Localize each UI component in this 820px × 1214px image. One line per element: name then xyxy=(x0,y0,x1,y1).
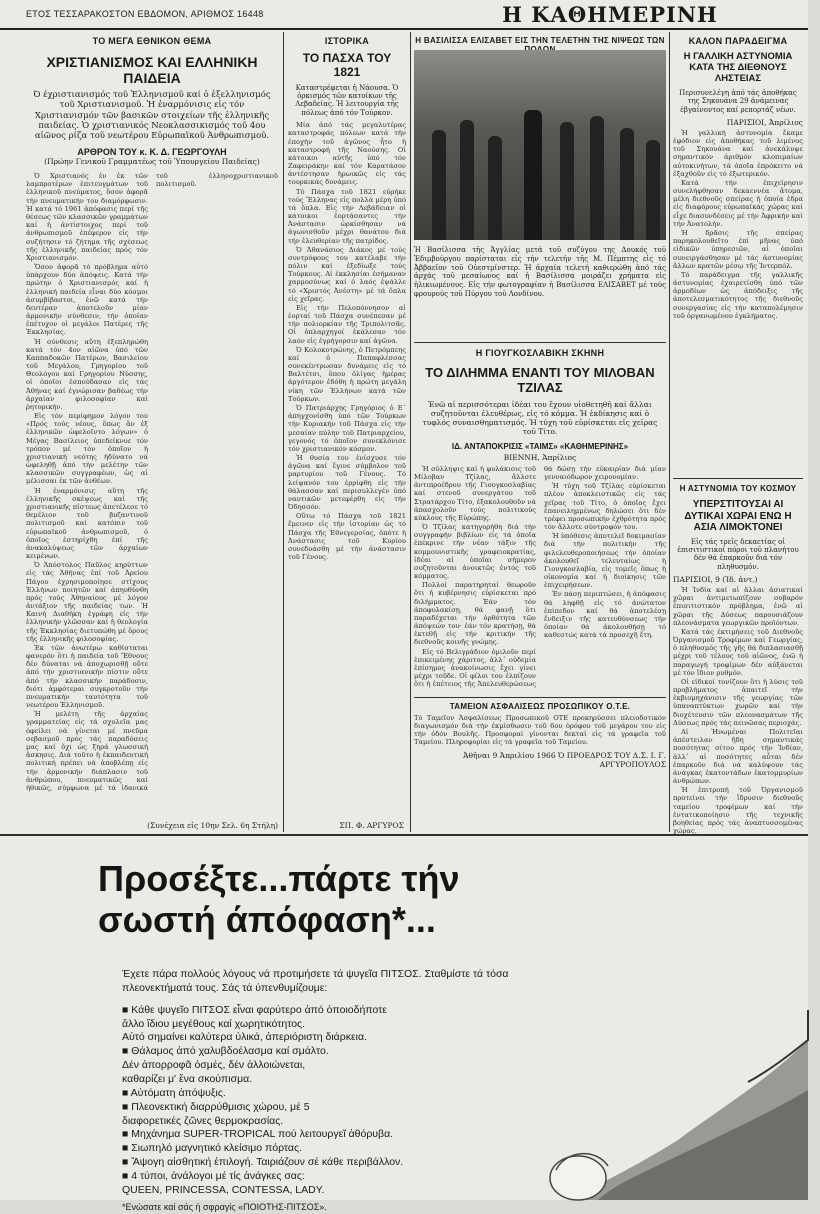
article-dateline: ΒΙΕΝΝΗ, Ἀπρίλιος xyxy=(503,452,577,462)
paragraph: Ἡ γαλλική ἀστυνομία ἔκαμε ἐφόδιον εἰς ἀποθήκας τοῦ λιμένος τοῦ Σηκουάνα καί ἀνεκάλυψε σημαντικόν ἀριθμόν κλοπιμαίων αὐτοκινήτων, τά ὁποῖα ἐπρόκειτο νά ἐξαχθοῦν εἰς τό ἐξωτερικόν. xyxy=(673,128,803,178)
paragraph: Τό Πάσχα τοῦ 1821 εὑρήκε τούς Ἕλληνας εἰς πολλά μέρη ὑπό τά ὅπλα. Εἰς τήν Λεβάδειαν οἱ κάτοικοι ἐορτάσαντες τήν Ἀνάστασιν ὡρκίσθησαν νά ἀγωνισθοῦν μέχρι θανάτου διά τήν ἐλευθερίαν τῆς πατρίδος. xyxy=(288,187,406,245)
article-byline: ΙΔ. ΑΝΤΑΠΟΚΡΙΣΙΣ «ΤΑΙΜΣ» «ΚΑΘΗΜΕΡΙΝΗΣ» xyxy=(451,441,629,451)
paragraph: Ὁ Ἀθανάσιος Διάκος μέ τούς συντρόφους του κατέλαβε τήν πόλιν καί ἐξεδίωξε τούς Τούρκους. Αἱ ἐκκλησίαι ἐσήμαναν χαρμοσύνως καί ὁ λαός ἐψάλλε τό «Χριστός Ἀνέστη» μέ τά ὅπλα εἰς χεῖρας. xyxy=(288,245,406,303)
ad-headline xyxy=(98,858,460,941)
article-body xyxy=(414,465,666,691)
photo-caption: Ἡ Βασίλισσα τῆς Ἀγγλίας μετά τοῦ συζύγου της Δουκός τοῦ Ἐδιμβούργου παρίσταται εἰς τήν τελετήν τῆς Μ. Πέμπτης εἰς τό Ἀββαεῖον τοῦ Οὐεστμίνστερ. Ἡ ἀρχαία τελετή καθιερώθη ἀπό τάς ἀρχάς τοῦ μεσαίωνος καί ἡ Βασίλισσα μοιράζει χρήματα εἰς ἡλικιωμένους. Εἰς τήν φωτογραφίαν ἡ Βασίλισσα ΕΛΙΣΑΒΕΤ μέ τούς φρουρούς τοῦ Πύργου τοῦ Λονδίνου. xyxy=(414,246,666,298)
paragraph: Ὁ Κολοκοτρώνης, ὁ Πετρόμπεης καί ὁ Παπαφλέσσας συνεκέντρωσαν δυνάμεις εἰς τό Βαλτέτσι, ὅπου ὀλίγας ἡμέρας ἀργότερον ἐδόθη ἡ πρώτη μεγάλη νίκη τῶν Ἑλλήνων κατά τῶν Τούρκων. xyxy=(288,345,406,403)
paragraph: Εἰς τόν περίφημον λόγον του «Πρός τούς νέους, ὅπως ἄν ἐξ ἑλληνικῶν ὠφελοῖντο λόγων» ὁ Μέγας Βασίλειος ὑπεδείκνυε τόν τρόπον μέ τόν ὁποῖον ἡ χριστιανική νεότης ἠδύνατο νά ὠφεληθῇ ἀπό τήν μελέτην τῶν κλασσικῶν συγγραφέων, ὡς αἱ μέλισσαι ἐκ τῶν ἀνθέων. xyxy=(26,412,148,486)
ad-item: ■ Κάθε ψυγεῖο ΠΙΤΣΟΣ εἶναι φαρύτερο ἀπό ὁποιοδήποτε xyxy=(122,1003,387,1016)
ad-headline-line2: σωστή άπόφαση*... xyxy=(98,899,436,941)
paragraph: Ἡ σύνθεσις αὕτη ἐξεπληρώθη κατά τόν 4ον αἰῶνα ὑπό τῶν Καππαδοκῶν Πατέρων, Βασιλείου τοῦ Μεγάλου, Γρηγορίου τοῦ Θεολόγου καί Γρηγορίου Νύσσης, οἱ ὁποῖοι ἐσπούδασαν εἰς τάς Ἀθήνας καί ἐγνώρισαν βαθέως τήν ἀρχαίαν φιλοσοφίαν καί ῥητορικήν. xyxy=(26,337,148,411)
ad-headline-line1: Προσέξτε...πάρτε τήν xyxy=(98,858,460,899)
news-photo xyxy=(414,50,666,240)
section-rule xyxy=(673,478,803,479)
article-dateline: ΠΑΡΙΣΙΟΙ, 9 (Ἰδ. ἀντ.) xyxy=(673,575,758,585)
ad-item: ■ Αὐτόματη ἀπόψυξις. xyxy=(122,1086,226,1099)
hand-illustration xyxy=(508,970,808,1200)
article-kicker: ΤΟ ΜΕΓΑ ΕΘΝΙΚΟΝ ΘΕΜΑ xyxy=(92,36,212,46)
paragraph: Ἡ σύλληψις καί ἡ φυλάκισις τοῦ Μίλοβαν Τζίλας, ἄλλοτε ἀντιπροέδρου τῆς Γιουγκοσλαβίας καί στενοῦ συνεργάτου τοῦ Στρατάρχου Τίτο, ἐξακολουθοῦν νά ἀπασχολοῦν τούς πολιτικούς κύκλους τῆς Εὐρώπης. xyxy=(414,464,536,522)
ad-footnote: *Ενώσατε καί σάς ἡ σφραγίς «ΠΟΙΟΤΗΣ-ΠΙΤΣΟΣ». xyxy=(122,1201,327,1212)
column-rule xyxy=(410,32,411,832)
paragraph: Κατά τήν ἐπιχείρησιν συνελήφθησαν δεκαεννέα ἄτομα, μέλη διεθνοῦς σπείρας ἡ ὁποία ἐδρα εἰς διαφόρους εὐρωπαϊκάς χώρας καί εἶχε διασυνδέσεις μέ τήν Ἀφρικήν καί τήν Ἀνατολήν. xyxy=(673,178,803,228)
article-easter-1821 xyxy=(288,32,406,832)
continued-note: (Συνέχεια εἰς 10ην Σελ. 6η Στήλη) xyxy=(147,821,278,830)
notice-title: ΤΑΜΕΙΟΝ ΑΣΦΑΛΙΣΕΩΣ ΠΡΟΣΩΠΙΚΟΥ Ο.Τ.Ε. xyxy=(449,701,631,711)
ad-item: ■ Πλεονεκτική διαρρύθμισις χώρου, μέ 5 xyxy=(122,1100,310,1113)
article-kicker: Η ΑΣΤΥΝΟΜΙΑ ΤΟΥ ΚΟΣΜΟΥ xyxy=(679,484,797,493)
ad-item: Αὐτό σημαίνει καλύτερα ὑλικά, ἀπεριόριστη διάρκεια. xyxy=(122,1031,367,1044)
article-headline: ΤΟ ΔΙΛΗΜΜΑ ΕΝΑΝΤΙ ΤΟΥ ΜΙΛΟΒΑΝ ΤΖΙΛΑΣ xyxy=(425,365,655,395)
paragraph: Αἱ Ἡνωμέναι Πολιτεῖαι ἀπέστειλαν ἤδη σημαντικάς ποσότητας σίτου πρός τήν Ἰνδίαν, ἀλλ᾽ αἱ ποσότητες αὗται δέν ἐπαρκοῦν διά νά καλύψουν τάς ἀνάγκας ἑκατοντάδων ἑκατομμυρίων ἀνθρώπων. xyxy=(673,727,803,786)
article-lede: Καταστρέφεται ἡ Νάουσα. Ὁ ὀρκισμός τῶν κατοίκων τῆς Λεβαδείας. Ἡ λειτουργία τῆς πόλεως ἀπό τόν Τούρκον. xyxy=(295,83,399,117)
notice-signature: Ἀθῆναι 9 Ἀπριλίου 1966 Ὁ ΠΡΟΕΔΡΟΣ ΤΟΥ Δ.Σ. Ι. Γ. ΑΡΓΥΡΟΠΟΥΛΟΣ xyxy=(463,750,666,769)
notice-box xyxy=(414,697,666,769)
article-headline: ΧΡΙΣΤΙΑΝΙΣΜΟΣ ΚΑΙ ΕΛΛΗΝΙΚΗ ΠΑΙΔΕΙΑ xyxy=(46,54,258,87)
article-signature: ΣΠ. Φ. ΑΡΓΥΡΟΣ xyxy=(339,821,404,830)
paragraph: Εἰς τό Βελιγράδιον ὁμιλοῦν περί ἐπικειμένης χάριτος, ἀλλ᾽ οὐδεμία ἐπίσημος ἀνακοίνωσις ἔχει γίνει μέχρι τοῦδε. Οἱ φίλοι του ἐλπίζουν ὅτι ἡ ἐπέτειος τῆς Ἀπελευθερώσεως θά δώσῃ τήν εὐκαιρίαν διά μίαν γενναιόδωρον χειρονομίαν. xyxy=(414,464,666,689)
paragraph: Ὁ Τζίλας κατηγορήθη διά τήν συγγραφήν βιβλίων εἰς τά ὁποῖα ἐπέκρινε τήν νέαν τάξιν τῆς κομμουνιστικῆς γραφειοκρατίας, ἰδέαι αἱ ὁποῖαι σήμερον συζητοῦνται ἀνοικτῶς ἐντός τοῦ κόμματος. xyxy=(414,523,536,581)
column-rule xyxy=(669,32,670,832)
article-kicker: ΙΣΤΟΡΙΚΑ xyxy=(324,36,370,46)
ad-item: διαφορετικές ζῶνες θερμοκρασίας. xyxy=(122,1114,284,1127)
issue-line: ΕΤΟΣ ΤΕΣΣΑΡΑΚΟΣΤΟΝ ΕΒΔΟΜΟΝ, ΑΡΙΘΜΟΣ 16448 xyxy=(26,9,264,19)
column-rule xyxy=(283,32,284,832)
paragraph: Ἐν πάσῃ περιπτώσει, ἡ ἀπόφασις θά ληφθῇ εἰς τό ἀνώτατον ἐπίπεδον καί θά ἀποτελέσῃ ἔνδειξιν τῆς κατευθύνσεως τήν ὁποίαν θά ἀκολουθήσῃ τό καθεστώς κατά τά προσεχῆ ἔτη. xyxy=(544,590,666,640)
ad-item: ■ Ἄψογη αἰσθητική ἐπιλογή. Ταιριάζουν σέ κάθε περιβάλλον. xyxy=(122,1156,404,1169)
article-headline: ΤΟ ΠΑΣΧΑ ΤΟΥ 1821 xyxy=(302,51,392,79)
ad-item: ■ Σιωπηλό μαγνητικό κλείσιμο πόρτας. xyxy=(122,1142,302,1155)
article-world-food xyxy=(673,482,803,836)
article-headline: Η ΓΑΛΛΙΚΗ ΑΣΤΥΝΟΜΙΑ ΚΑΤΑ ΤΗΣ ΔΙΕΘΝΟΥΣ ΛΗΣΤΕΙΑΣ xyxy=(683,51,793,84)
article-body xyxy=(673,129,803,459)
section-rule xyxy=(414,342,666,343)
article-body xyxy=(288,121,406,791)
pitsos-advertisement xyxy=(56,836,808,1212)
paragraph: Ἡ ἐπιτροπή τοῦ Ὀργανισμοῦ προτείνει τήν ἵδρυσιν διεθνοῦς ταμείου τροφίμων καί τήν ἐντατικοποίησιν τῆς τεχνικῆς βοηθείας πρός τάς ἀναπτυσσομένας χώρας. xyxy=(673,786,803,836)
article-lede: Ό έχριστιανισμός τοῦ Ἑλληνισμοῦ καί ὁ ἐξελληνισμός τοῦ Χριστιανισμοῦ. Ἡ ἐναρμόνισις εἰς τόν Χριστιανισμόν τῶν βασικῶν στοιχείων τῆς ἑλληνικῆς παιδείας. Ὁ χριστιανικός Νεοκλασσικισμός τοῦ 4ου αἰῶνος ρίζα τοῦ νεωτέρου Εὐρωπαϊκοῦ Ἀνθρωπισμοῦ. xyxy=(33,90,271,141)
ad-item: QUEEN, PRINCESSA, CONTESSA, LADY. xyxy=(122,1183,325,1196)
article-subbyline: (Πρώην Γενικοῦ Γραμματέως τοῦ Ὑπουργείου Παιδείας) xyxy=(44,157,260,167)
paragraph: Τό παράδειγμα τῆς γαλλικῆς ἀστυνομίας ἐχαιρετίσθη ὑπό τῶν ἀρμοδίων ὡς ἀπόδειξις τῆς ἀποτελεσματικότητος τῆς διεθνοῦς συνεργασίας εἰς τήν καταπολέμησιν τοῦ ὀργανωμένου ἐγκλήματος. xyxy=(673,270,803,320)
photo-headline: Η ΒΑΣΙΛΙΣΣΑ ΕΛΙΣΑΒΕΤ ΕΙΣ ΤΗΝ ΤΕΛΕΤΗΝ ΤΗΣ ΝΙΨΕΩΣ ΤΩΝ xyxy=(415,36,665,45)
article-christianity xyxy=(26,32,278,832)
ad-item: καθαρίζει μ' ἕνα σκούπισμα. xyxy=(122,1073,253,1086)
paragraph: Οὕτω τό Πάσχα τοῦ 1821 ἔμεινεν εἰς τήν ἱστορίαν ὡς τό Πάσχα τῆς Ἐθνεγερσίας, ὁπότε ἡ Ἀνάστασις τοῦ Κυρίου συνεδυάσθη μέ τήν ἀνάστασιν τοῦ Γένους. xyxy=(288,512,406,562)
article-dateline: ΠΑΡΙΣΙΟΙ, Ἀπρίλιος xyxy=(726,117,803,127)
article-kicker: Η ΓΙΟΥΓΚΟΣΛΑΒΙΚΗ ΣΚΗΝΗ xyxy=(475,348,605,358)
ad-item: ■ 4 τύποι, ἀνάλογοι μέ τίς ἀνάγκες σας: xyxy=(122,1170,305,1183)
paragraph: Πολλοί παρατηρηταί θεωροῦν ὅτι ἡ κυβέρνησις εὑρίσκεται πρό διλήμματος. Ἐάν τόν ἀποφυλακίσῃ, θά φανῇ ὅτι παραδέχεται τήν ὀρθότητα τῶν ἀπόψεών του· ἐάν τόν κρατήσῃ, θά ἐκτεθῇ εἰς τήν κριτικήν τῆς διεθνοῦς κοινῆς γνώμης. xyxy=(414,581,536,647)
article-headline: ΥΠΕΡΣΤΙΤΟΥΣΑΙ ΑΙ ΔΥΤΙΚΑΙ ΧΩΡΑΙ ΕΝΩ Η ΑΣΙΑ ΛΙΜΟΚΤΟΝΕΙ xyxy=(684,499,792,533)
paragraph: Ὅσον ἀφορᾶ τό πρόβλημα αὐτό ὑπάρχουν δύο ἀπόψεις. Κατά τήν πρώτην ὁ Χριστιανισμός καί ἡ ἑλληνική παιδεία εἶναι δύο κόσμοι ἀσυμβίβαστοι, ἐνῶ κατά τήν δευτέραν ἀποτελοῦν μίαν ἀρμονικήν σύνθεσιν, τήν ὁποίαν ἐπέτυχον οἱ μεγάλοι Πατέρες τῆς Ἐκκλησίας. xyxy=(26,263,148,337)
paragraph: Οἱ εἰδικοί τονίζουν ὅτι ἡ λύσις τοῦ προβλήματος ἀπαιτεῖ τήν ἐκβιομηχάνισιν τῆς γεωργίας τῶν ὑπαναπτύκτων χωρῶν καί τήν διοχέτευσιν τῶν πλεονασμάτων τῆς Δύσεως πρός τάς πεινῶσας περιοχάς. xyxy=(673,677,803,727)
article-djilas xyxy=(414,346,666,832)
ad-item: Δέν ἀπορροφᾶ ὀσμές, δέν ἀλλοιώνεται, xyxy=(122,1059,306,1072)
paragraph: Ὁ Χριστιανός ἐν ἐκ τῶν λαμπροτέρων ἐπιτευγμάτων τοῦ ἑλληνικοῦ πνεύματος, ὅσον ἀφορᾶ τήν πνευματικήν του διαμόρφωσιν. Ἡ κατά τό 1961 ἀπόφασις περί τῆς θέσεως τῶν κλασσικῶν γραμμάτων καί ἡ ἀντίστοιχος περί τοῦ ἀνθρωπισμοῦ ἐπέφερον εἰς τήν συζήτησιν τό ζήτημα τῆς σχέσεως τῆς ἑλληνικῆς παιδείας πρός τόν Χριστιανισμόν. xyxy=(26,172,148,262)
photo-story xyxy=(414,32,666,332)
article-body xyxy=(673,586,803,836)
article-byline: ΑΡΘΡΟΝ ΤΟΥ κ. Κ. Δ. ΓΕΩΡΓΟΥΛΗ xyxy=(77,147,227,158)
article-french-police xyxy=(673,32,803,472)
paragraph: Ὁ Ἀπόστολος Παῦλος κηρύττων εἰς τάς Ἀθήνας ἐπί τοῦ Ἀρείου Πάγου ἐχρησιμοποίησε στίχους Ἑλλήνων ποιητῶν καί ἀπηυθύνθη πρός τούς Ἀθηναίους μέ λόγον ἀντάξιον τῆς παιδείας των. Ἡ Καινή Διαθήκη ἐγράφη εἰς τήν ἑλληνικήν γλῶσσαν καί ἡ θεολογία τῆς Ἐκκλησίας διετυπώθη μέ ὅρους τῆς ἑλληνικῆς φιλοσοφίας. xyxy=(26,561,148,643)
paragraph: Ἡ δρᾶσις τῆς σπείρας παρηκολουθεῖτο ἐπί μῆνας ὑπό εἰδικῶν ὑπηρεσιῶν, αἱ ὁποῖαι συνειργάσθησαν μέ τάς ἀστυνομίας ἄλλων κρατῶν μέσῳ τῆς Ἰντερπόλ. xyxy=(673,229,803,270)
paragraph: Μία ἀπό τάς μεγαλυτέρας καταστροφάς πόλεων κατά τήν ἐποχήν τοῦ ἀγῶνος ἦτο ἡ καταστροφή τῆς Ναούσης. Οἱ κάτοικοι αὐτῆς ὑπό τόν Ζαφειράκην καί τόν Καρατάσον ἀντέστησαν ἡρωικῶς εἰς τάς τουρκικάς δυνάμεις. xyxy=(288,121,406,187)
paragraph: Ἡ τύχη τοῦ Τζίλας εὑρίσκεται πλέον ἀποκλειστικῶς εἰς τάς χεῖρας τοῦ Τίτο, ὁ ὁποῖος ἔχει ἐπανειλημμένως δηλώσει ὅτι δέν τρέφει προσωπικήν ἐχθρότητα πρός τόν ἄλλοτε σύντροφόν του. xyxy=(544,482,666,532)
paragraph: Ἡ Ἰνδία καί αἱ ἄλλαι ἀσιατικαί χῶραι ἀντιμετωπίζουν σοβαρόν ἐπισιτιστικόν πρόβλημα, ἐνῶ αἱ χῶραι τῆς Δύσεως παρουσιάζουν πλεονάσματα γεωργικῶν προϊόντων. xyxy=(673,586,803,627)
ad-features xyxy=(122,968,562,1214)
ad-item: ■ Μηχάνημα SUPER-TROPICAL πού λειτουργεῖ ἀθόρυβα. xyxy=(122,1128,394,1141)
paragraph: Ὁ Πατριάρχης Γρηγόριος ὁ Ε΄ ἀπηγχονίσθη ὑπό τῶν Τούρκων τήν Κυριακήν τοῦ Πάσχα εἰς τήν μεσαίαν πύλην τοῦ Πατριαρχείου, γεγονός τό ὁποῖον συνεκλόνισε τόν χριστιανικόν κόσμον. xyxy=(288,404,406,453)
paragraph: Ἡ ἐναρμόνισις αὕτη τῆς ἑλληνικῆς σκέψεως καί τῆς χριστιανικῆς πίστεως ἀπετέλεσε τό θεμέλιον τοῦ βυζαντινοῦ πολιτισμοῦ καί κατόπιν τοῦ εὐρωπαϊκοῦ ἀνθρωπισμοῦ, ὁ ὁποῖος ἐστηρίχθη ἐπί τῆς ἀνακαλύψεως τῶν ἀρχαίων κειμένων. xyxy=(26,486,148,561)
article-lede: Εἰς τάς τρεῖς δεκαετίας οἱ ἐπισιτιστικοί πόροι τοῦ πλανήτου δέν θά ἐπαρκοῦν διά τόν πληθυσμόν. xyxy=(677,537,799,571)
page-header xyxy=(0,0,808,30)
masthead: Η ΚΑΘΗΜΕΡΙΝΗ xyxy=(502,2,718,27)
paragraph: Ἡ μελέτη τῆς ἀρχαίας γραμματείας εἰς τά σχολεῖα μας ὀφείλει νά γίνεται μέ πνεῦμα σεβασμοῦ πρός τάς παραδόσεις μας καί ὄχι ὡς ξηρά γλωσσική ἄσκησις. Διά τοῦτο ἡ ἐκπαιδευτική πολιτική πρέπει νά ἀποβλέπῃ εἰς τήν ἀρμονικήν διάπλασιν τοῦ ἀνθρώπου, πνευματικῶς καί ἠθικῶς, σύμφωνα μέ τά ἰδανικά τοῦ ἑλληνοχριστιανικοῦ πολιτισμοῦ. xyxy=(26,172,278,792)
paragraph: Ἡ ὑπόθεσις ἀποτελεῖ δοκιμασίαν διά τήν πολιτικήν τῆς φιλελευθεροποιήσεως τήν ὁποίαν ἀκολουθεῖ τελευταίως ἡ Γιουγκοσλαβία, εἰς τομεῖς ὅπως ἡ οἰκονομία καί ἡ διοίκησις τῶν ἐπιχειρήσεων. xyxy=(544,532,666,590)
article-body xyxy=(26,172,278,792)
ad-item: ■ Θάλαμος ἀπό χαλυβδοέλασμα καί σμάλτο. xyxy=(122,1045,329,1058)
paragraph: Κατά τάς ἐκτιμήσεις τοῦ Διεθνοῦς Ὀργανισμοῦ Τροφίμων καί Γεωργίας, ὁ πληθυσμός τῆς γῆς θά διπλασιασθῇ μέχρι τοῦ τέλους τοῦ αἰῶνος, ἐνῶ ἡ παραγωγή τροφίμων δέν αὐξάνεται μέ τόν ἴδιον ρυθμόν. xyxy=(673,627,803,677)
article-lede: Περισυνελέγη ἀπό τάς ἀποθήκας της Σηκουάνα 29 ἀνάμεινας ἐβγαίνοντος καί ρεπορτάζ νέων. xyxy=(679,88,797,114)
paragraph: Ἐκ τῶν ἀνωτέρω καθίσταται φανερόν ὅτι ἡ παιδεία τοῦ Ἔθνους δέν δύναται νά ἀποχωρισθῇ οὔτε ἀπό τήν χριστιανικήν πίστιν οὔτε ἀπό τήν κλασσικήν παράδοσιν, διότι ἀμφότεραι συγκροτοῦν τήν πνευματικήν ταυτότητα τοῦ νεωτέρου Ἑλληνισμοῦ. xyxy=(26,643,148,710)
paragraph: Ἡ θυσία του ἐνίσχυσε τόν ἀγῶνα καί ἔγινε σύμβολον τοῦ μαρτυρίου τοῦ Γένους. Τό λείψανόν του ἐρρίφθη εἰς τήν θάλασσαν καί περισυλλεγέν ὑπό ναυτικῶν μετεφέρθη εἰς τήν Ὀδησσόν. xyxy=(288,454,406,512)
notice-body: Τό Ταμεῖον Ἀσφαλίσεως Προσωπικοῦ ΟΤΕ προκηρύσσει πλειοδοτικόν διαγωνισμόν διά τήν ἐκμίσθωσιν τοῦ 6ου ὀρόφου τοῦ μεγάρου του εἰς τήν ὁδόν Βουλῆς. Προσφοραί γίνονται δεκταί εἰς τά γραφεῖα τοῦ Ταμείου. Πληροφορίαι εἰς τά γραφεῖα τοῦ Ταμείου. xyxy=(414,713,666,747)
ad-intro: Έχετε πάρα πολλούς λόγους νά προτιμήσετε τά ψυγεῖα ΠΙΤΣΟΣ. Σταθμίστε τά τόσα πλεονεκτήματά τους. Σάς τά ύπενθυμίζουμε: xyxy=(122,968,509,994)
article-kicker: ΚΑΛΟΝ ΠΑΡΑΔΕΙΓΜΑ xyxy=(688,36,788,46)
paragraph: Εἰς τήν Πελοπόννησον αἱ ἐορταί τοῦ Πάσχα συνέπεσαν μέ τήν πολιορκίαν τῆς Τριπολιτσᾶς. Οἱ ὁπλαρχηγοί ἐκάλεσαν τόν λαόν εἰς ἐγρήγορσιν καί ἀγῶνα. xyxy=(288,303,406,345)
ad-item: ἄλλο ἴδιου μεγέθους καί χωρητικότητος. xyxy=(122,1017,306,1030)
article-lede: Ἐνῶ αἱ περισσότεραι ἰδέαι του ἔχουν υἱοθετηθῆ καί ἄλλαι συζητοῦνται ἐλευθέρως, εἰς τό κόμμα. Ἡ ἐκδίκησις καί ὁ τυφλός συναισθηματισμός. Ἡ τύχη τοῦ εὑρίσκεται εἰς χεῖρας τοῦ Τίτο. xyxy=(422,399,658,436)
